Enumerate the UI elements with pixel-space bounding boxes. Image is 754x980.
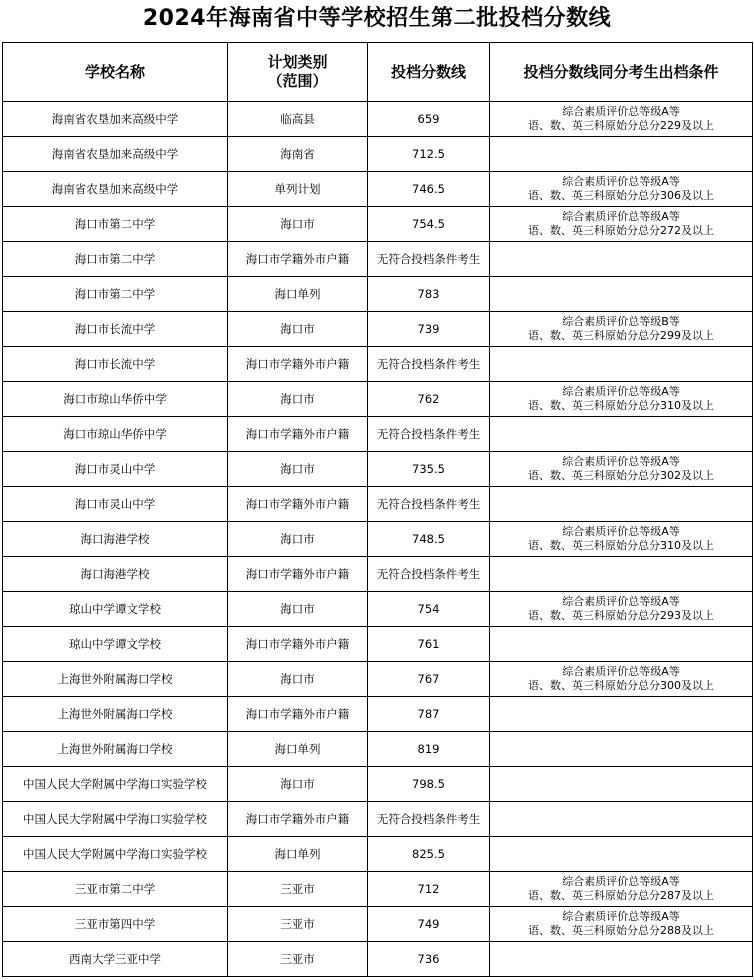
cell-school: 上海世外附属海口学校 — [3, 697, 228, 732]
cell-school: 琼山中学谭文学校 — [3, 592, 228, 627]
cell-score: 712 — [368, 872, 490, 907]
cell-plan: 三亚市 — [228, 872, 368, 907]
condition-line-1: 综合素质评价总等级A等 — [562, 175, 680, 188]
cell-score: 无符合投档条件考生 — [368, 242, 490, 277]
table-row — [3, 907, 753, 942]
condition-line-1: 综合素质评价总等级A等 — [562, 665, 680, 678]
cell-score: 746.5 — [368, 172, 490, 207]
cell-school: 海南省农垦加来高级中学 — [3, 137, 228, 172]
condition-line-2: 语、数、英三科原始分总分306及以上 — [528, 189, 714, 202]
cell-score: 无符合投档条件考生 — [368, 487, 490, 522]
cell-school: 海口市琼山华侨中学 — [3, 382, 228, 417]
cell-school: 海口市长流中学 — [3, 347, 228, 382]
cell-plan: 海口市学籍外市户籍 — [228, 487, 368, 522]
cell-plan: 海口市 — [228, 312, 368, 347]
table-row — [3, 487, 753, 522]
table-row — [3, 207, 753, 242]
table-row — [3, 522, 753, 557]
condition-line-2: 语、数、英三科原始分总分288及以上 — [528, 924, 714, 937]
condition-line-1: 综合素质评价总等级B等 — [562, 315, 680, 328]
cell-plan: 海口市学籍外市户籍 — [228, 697, 368, 732]
cell-school: 三亚市第二中学 — [3, 872, 228, 907]
cell-score: 712.5 — [368, 137, 490, 172]
header-score: 投档分数线 — [368, 43, 490, 102]
cell-plan: 临高县 — [228, 102, 368, 137]
cell-score: 749 — [368, 907, 490, 942]
table-row — [3, 452, 753, 487]
cell-score: 767 — [368, 662, 490, 697]
cell-condition — [490, 102, 753, 137]
cell-school: 海口海港学校 — [3, 557, 228, 592]
condition-line-2: 语、数、英三科原始分总分310及以上 — [528, 399, 714, 412]
cell-school: 海口市第二中学 — [3, 207, 228, 242]
cell-condition — [490, 802, 753, 837]
cell-school: 海南省农垦加来高级中学 — [3, 172, 228, 207]
cell-school: 海口市第二中学 — [3, 277, 228, 312]
cell-condition — [490, 312, 753, 347]
cell-school: 海南省农垦加来高级中学 — [3, 102, 228, 137]
table-row — [3, 557, 753, 592]
cell-score: 819 — [368, 732, 490, 767]
cell-plan: 海口单列 — [228, 837, 368, 872]
cell-school: 琼山中学谭文学校 — [3, 627, 228, 662]
cell-plan: 海口市 — [228, 207, 368, 242]
cell-condition — [490, 207, 753, 242]
cell-condition — [490, 592, 753, 627]
cell-plan: 海口市 — [228, 662, 368, 697]
condition-line-1: 综合素质评价总等级A等 — [562, 210, 680, 223]
cell-plan: 海口市学籍外市户籍 — [228, 802, 368, 837]
cell-school: 上海世外附属海口学校 — [3, 662, 228, 697]
table-row — [3, 697, 753, 732]
condition-line-2: 语、数、英三科原始分总分300及以上 — [528, 679, 714, 692]
cell-condition — [490, 242, 753, 277]
header-condition: 投档分数线同分考生出档条件 — [490, 43, 753, 102]
cell-score: 825.5 — [368, 837, 490, 872]
cell-school: 海口市琼山华侨中学 — [3, 417, 228, 452]
table-row — [3, 102, 753, 137]
cell-score: 787 — [368, 697, 490, 732]
cell-condition — [490, 557, 753, 592]
header-plan-line1: 计划类别 — [267, 53, 328, 71]
cell-school: 中国人民大学附属中学海口实验学校 — [3, 767, 228, 802]
table-row — [3, 172, 753, 207]
condition-line-2: 语、数、英三科原始分总分310及以上 — [528, 539, 714, 552]
condition-line-1: 综合素质评价总等级A等 — [562, 525, 680, 538]
cell-school: 海口市灵山中学 — [3, 452, 228, 487]
cell-condition — [490, 277, 753, 312]
cell-plan: 海口市学籍外市户籍 — [228, 627, 368, 662]
cell-condition — [490, 627, 753, 662]
cell-plan: 海口市 — [228, 592, 368, 627]
cell-condition — [490, 872, 753, 907]
cell-condition — [490, 172, 753, 207]
condition-line-2: 语、数、英三科原始分总分293及以上 — [528, 609, 714, 622]
table-row — [3, 347, 753, 382]
cell-school: 海口海港学校 — [3, 522, 228, 557]
cell-plan: 海口市 — [228, 767, 368, 802]
table-row — [3, 627, 753, 662]
table-header-row — [3, 43, 753, 102]
cell-plan: 海口市 — [228, 522, 368, 557]
header-plan — [228, 43, 368, 102]
cell-score: 735.5 — [368, 452, 490, 487]
cell-score: 739 — [368, 312, 490, 347]
cell-score: 无符合投档条件考生 — [368, 557, 490, 592]
table-row — [3, 872, 753, 907]
cell-plan: 海口单列 — [228, 732, 368, 767]
cell-score: 754.5 — [368, 207, 490, 242]
cell-score: 762 — [368, 382, 490, 417]
cell-school: 三亚市第四中学 — [3, 907, 228, 942]
cell-condition — [490, 522, 753, 557]
cell-condition — [490, 662, 753, 697]
condition-line-1: 综合素质评价总等级A等 — [562, 875, 680, 888]
table-row — [3, 592, 753, 627]
table-row — [3, 417, 753, 452]
header-school: 学校名称 — [3, 43, 228, 102]
cell-score: 无符合投档条件考生 — [368, 802, 490, 837]
cell-condition — [490, 732, 753, 767]
condition-line-1: 综合素质评价总等级A等 — [562, 595, 680, 608]
condition-line-2: 语、数、英三科原始分总分299及以上 — [528, 329, 714, 342]
cell-condition — [490, 487, 753, 522]
condition-line-2: 语、数、英三科原始分总分302及以上 — [528, 469, 714, 482]
cell-plan: 三亚市 — [228, 907, 368, 942]
cell-plan: 海口市学籍外市户籍 — [228, 242, 368, 277]
table-row — [3, 137, 753, 172]
cell-score: 无符合投档条件考生 — [368, 417, 490, 452]
cell-plan: 海口市学籍外市户籍 — [228, 347, 368, 382]
condition-line-1: 综合素质评价总等级A等 — [562, 385, 680, 398]
cell-condition — [490, 697, 753, 732]
cell-plan: 单列计划 — [228, 172, 368, 207]
cell-plan: 海口单列 — [228, 277, 368, 312]
cell-score: 748.5 — [368, 522, 490, 557]
cell-school: 海口市第二中学 — [3, 242, 228, 277]
cell-score: 659 — [368, 102, 490, 137]
cell-condition — [490, 347, 753, 382]
cell-plan: 海口市学籍外市户籍 — [228, 557, 368, 592]
cell-plan: 海口市 — [228, 452, 368, 487]
page-title: 2024年海南省中等学校招生第二批投档分数线 — [142, 6, 612, 31]
cell-plan: 三亚市 — [228, 942, 368, 977]
table-row — [3, 662, 753, 697]
condition-line-2: 语、数、英三科原始分总分272及以上 — [528, 224, 714, 237]
cell-school: 中国人民大学附属中学海口实验学校 — [3, 802, 228, 837]
cell-condition — [490, 137, 753, 172]
table-row — [3, 732, 753, 767]
cell-school: 海口市长流中学 — [3, 312, 228, 347]
cell-plan: 海口市学籍外市户籍 — [228, 417, 368, 452]
cell-score: 754 — [368, 592, 490, 627]
admission-score-table — [2, 42, 753, 977]
cell-condition — [490, 907, 753, 942]
table-row — [3, 942, 753, 977]
cell-score: 无符合投档条件考生 — [368, 347, 490, 382]
cell-school: 上海世外附属海口学校 — [3, 732, 228, 767]
cell-score: 736 — [368, 942, 490, 977]
condition-line-2: 语、数、英三科原始分总分229及以上 — [528, 119, 714, 132]
header-plan-line2: （范围） — [267, 72, 328, 90]
cell-condition — [490, 382, 753, 417]
table-row — [3, 242, 753, 277]
cell-condition — [490, 942, 753, 977]
cell-score: 761 — [368, 627, 490, 662]
condition-line-2: 语、数、英三科原始分总分287及以上 — [528, 889, 714, 902]
condition-line-1: 综合素质评价总等级A等 — [562, 455, 680, 468]
cell-school: 西南大学三亚中学 — [3, 942, 228, 977]
cell-score: 783 — [368, 277, 490, 312]
table-row — [3, 767, 753, 802]
cell-plan: 海口市 — [228, 382, 368, 417]
cell-school: 海口市灵山中学 — [3, 487, 228, 522]
table-row — [3, 382, 753, 417]
cell-condition — [490, 452, 753, 487]
table-row — [3, 802, 753, 837]
cell-condition — [490, 417, 753, 452]
cell-condition — [490, 767, 753, 802]
cell-plan: 海南省 — [228, 137, 368, 172]
table-row — [3, 837, 753, 872]
cell-score: 798.5 — [368, 767, 490, 802]
table-row — [3, 312, 753, 347]
table-row — [3, 277, 753, 312]
condition-line-1: 综合素质评价总等级A等 — [562, 105, 680, 118]
cell-condition — [490, 837, 753, 872]
condition-line-1: 综合素质评价总等级A等 — [562, 910, 680, 923]
cell-school: 中国人民大学附属中学海口实验学校 — [3, 837, 228, 872]
